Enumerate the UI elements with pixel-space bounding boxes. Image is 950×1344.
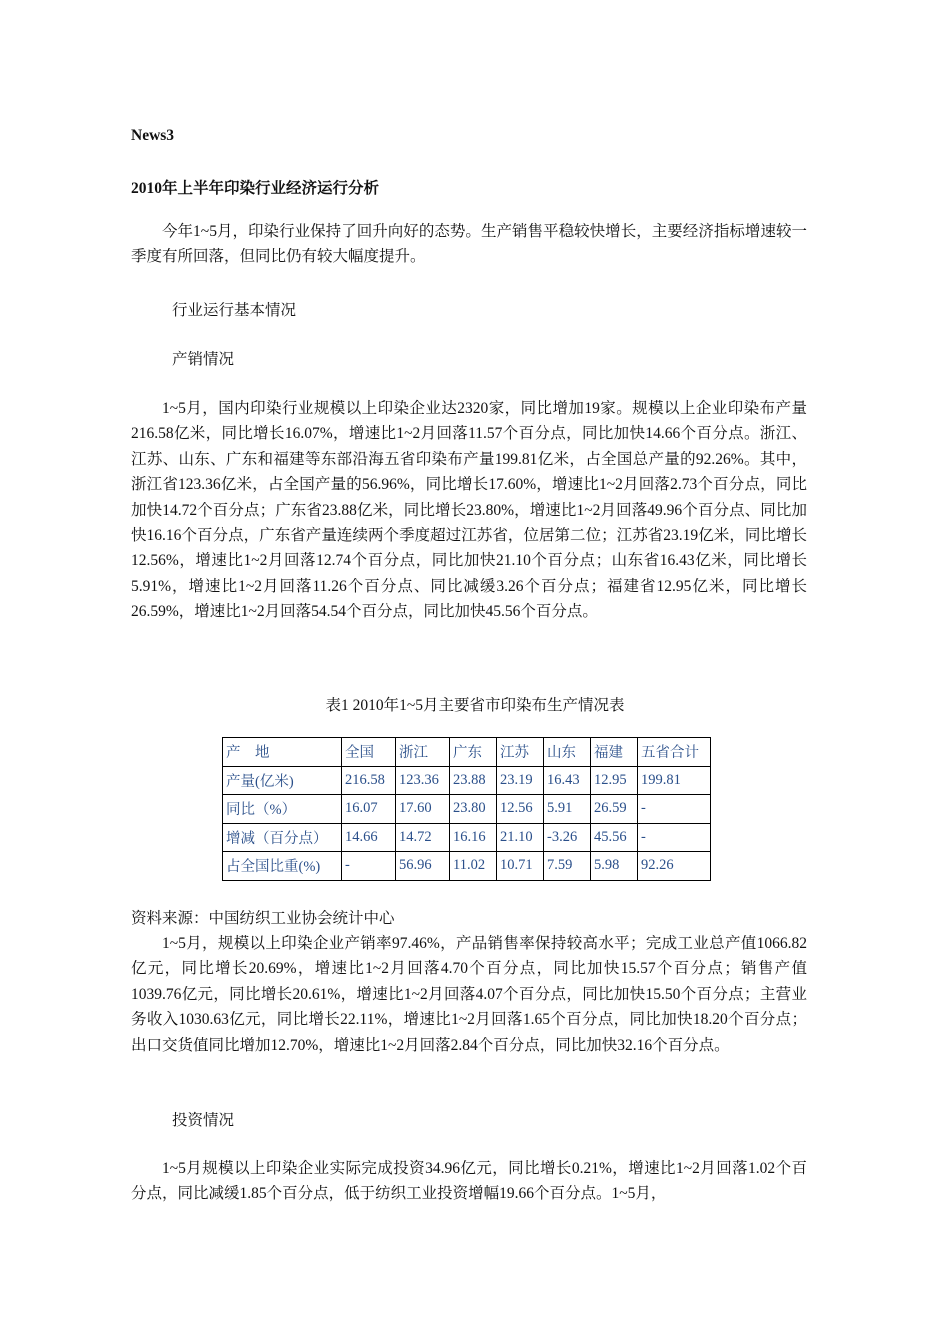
table-cell: 产量(亿米) — [223, 766, 342, 795]
table-cell: 16.16 — [450, 823, 497, 852]
table-cell: 14.72 — [396, 823, 450, 852]
table-cell: 14.66 — [342, 823, 396, 852]
table-cell: 7.59 — [544, 852, 591, 881]
production-paragraph: 1~5月，国内印染行业规模以上印染企业达2320家，同比增加19家。规模以上企业印染布产量216.58亿米，同比增长16.07%，增速比1~2月回落11.57个百分点，同比加快14.66个百分点。浙江、江苏、山东、广东和福建等东部沿海五省印染布产量199.81亿米，占全国总产量的92.26%。其中，浙江省123.36亿米，占全国产量的56.96%，同比增长17.60%，增速比1~2月回落2.73个百分点，同比加快14.72个百分点；广东省23.88亿米，同比增长23.80%，增速比1~2月回落49.96个百分点、同比加快16.16个百分点，广东省产量连续两个季度超过江苏省，位居第二位；江苏省23.19亿米，同比增长12.56%，增速比1~2月回落12.74个百分点，同比加快21.10个百分点；山东省16.43亿米，同比增长5.91%，增速比1~2月回落11.26个百分点、同比减缓3.26个百分点；福建省12.95亿米，同比增长26.59%，增速比1~2月回落54.54个百分点，同比加快45.56个百分点。 — [131, 400, 807, 621]
table-cell: 56.96 — [396, 852, 450, 881]
section-heading-investment: 投资情况 — [172, 1112, 235, 1129]
news-label: News3 — [131, 127, 175, 144]
table-cell: 17.60 — [396, 795, 450, 824]
header-cell: 广东 — [450, 738, 497, 767]
table-cell: - — [638, 823, 711, 852]
table-cell: 12.95 — [591, 766, 638, 795]
table-cell: 23.19 — [497, 766, 544, 795]
table-cell: 23.80 — [450, 795, 497, 824]
header-cell: 五省合计 — [638, 738, 711, 767]
table-cell: 216.58 — [342, 766, 396, 795]
article-title: 2010年上半年印染行业经济运行分析 — [131, 180, 380, 197]
table-cell: 23.88 — [450, 766, 497, 795]
table-cell: 5.98 — [591, 852, 638, 881]
table-cell: 123.36 — [396, 766, 450, 795]
table-cell: 92.26 — [638, 852, 711, 881]
table-cell: 同比（%） — [223, 795, 342, 824]
table-row — [223, 766, 711, 795]
table-cell: 16.07 — [342, 795, 396, 824]
data-source: 资料来源：中国纺织工业协会统计中心 — [131, 910, 395, 927]
table-cell: - — [342, 852, 396, 881]
investment-paragraph: 1~5月规模以上印染企业实际完成投资34.96亿元，同比增长0.21%，增速比1~2月回落1.02个百分点，同比减缓1.85个百分点，低于纺织工业投资增幅19.66个百分点。1~5月， — [131, 1160, 807, 1203]
table-cell: 10.71 — [497, 852, 544, 881]
sales-paragraph: 1~5月，规模以上印染企业产销率97.46%，产品销售率保持较高水平；完成工业总产值1066.82亿元，同比增长20.69%，增速比1~2月回落4.70个百分点，同比加快15.57个百分点；销售产值1039.76亿元，同比增长20.61%，增速比1~2月回落4.07个百分点，同比加快15.50个百分点；主营业务收入1030.63亿元，同比增长22.11%，增速比1~2月回落1.65个百分点，同比加快18.20个百分点；出口交货值同比增加12.70%，增速比1~2月回落2.84个百分点，同比加快32.16个百分点。 — [131, 935, 807, 1054]
table-header-row — [223, 738, 711, 767]
intro-paragraph: 今年1~5月，印染行业保持了回升向好的态势。生产销售平稳较快增长，主要经济指标增速较一季度有所回落，但同比仍有较大幅度提升。 — [131, 223, 807, 266]
section-heading-industry: 行业运行基本情况 — [172, 302, 297, 319]
table-cell: -3.26 — [544, 823, 591, 852]
table-cell: 5.91 — [544, 795, 591, 824]
table-caption: 表1 2010年1~5月主要省市印染布生产情况表 — [325, 697, 625, 714]
header-cell: 山东 — [544, 738, 591, 767]
section-heading-production-sales: 产销情况 — [172, 351, 235, 368]
table-cell: 21.10 — [497, 823, 544, 852]
header-cell: 产 地 — [223, 738, 342, 767]
table-cell: 16.43 — [544, 766, 591, 795]
table-cell: 12.56 — [497, 795, 544, 824]
header-cell: 浙江 — [396, 738, 450, 767]
table-cell: 占全国比重(%) — [223, 852, 342, 881]
table-row — [223, 795, 711, 824]
header-cell: 福建 — [591, 738, 638, 767]
table-row — [223, 823, 711, 852]
header-cell: 江苏 — [497, 738, 544, 767]
table-row — [223, 852, 711, 881]
production-table — [222, 737, 711, 881]
table-cell: 11.02 — [450, 852, 497, 881]
table-cell: 45.56 — [591, 823, 638, 852]
header-cell: 全国 — [342, 738, 396, 767]
table-cell: 26.59 — [591, 795, 638, 824]
table-cell: 增减（百分点） — [223, 823, 342, 852]
table-cell: - — [638, 795, 711, 824]
table-cell: 199.81 — [638, 766, 711, 795]
